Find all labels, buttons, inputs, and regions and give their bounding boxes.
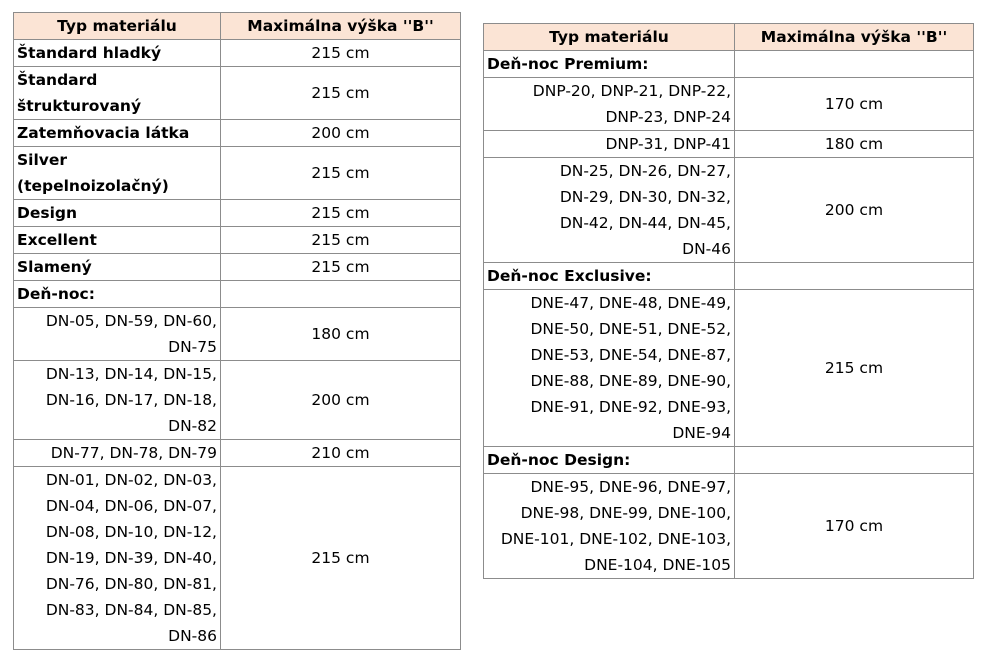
material-group-label: Deň-noc Exclusive: <box>484 263 735 290</box>
max-height-value <box>735 263 974 290</box>
material-code-line: DNE-88, DNE-89, DNE-90, <box>530 372 731 390</box>
material-code-line: DN-83, DN-84, DN-85, <box>45 601 217 619</box>
max-height-value: 215 cm <box>221 200 461 227</box>
material-code-line: DNP-23, DNP-24 <box>605 108 731 126</box>
header-row <box>484 24 974 51</box>
table-row <box>14 120 461 147</box>
material-code-line: DNP-20, DNP-21, DNP-22, <box>532 82 731 100</box>
max-height-value: 200 cm <box>735 158 974 263</box>
material-code-line: DN-86 <box>168 627 217 645</box>
material-code-line: DNE-47, DNE-48, DNE-49, <box>530 294 731 312</box>
material-codes-cell <box>484 474 735 579</box>
table-row <box>14 254 461 281</box>
material-codes-cell <box>14 440 221 467</box>
max-height-value: 170 cm <box>735 78 974 131</box>
material-code-line: DNE-101, DNE-102, DNE-103, <box>500 530 731 548</box>
table-row <box>14 361 461 440</box>
max-height-value: 215 cm <box>735 290 974 447</box>
table-row <box>14 308 461 361</box>
material-code-line: DN-25, DN-26, DN-27, <box>559 162 731 180</box>
header-material-type: Typ materiálu <box>14 13 221 40</box>
right-table-body <box>484 51 974 579</box>
header-row <box>14 13 461 40</box>
max-height-value: 215 cm <box>221 40 461 67</box>
material-type-label: Zatemňovacia látka <box>14 120 221 147</box>
material-code-line: DN-42, DN-44, DN-45, <box>559 214 731 232</box>
max-height-value: 215 cm <box>221 254 461 281</box>
material-group-label: Deň-noc: <box>14 281 221 308</box>
material-code-line: DNP-31, DNP-41 <box>605 135 731 153</box>
max-height-value <box>221 281 461 308</box>
header-max-height: Maximálna výška ''B'' <box>735 24 974 51</box>
material-code-line: DN-01, DN-02, DN-03, <box>45 471 217 489</box>
max-height-value: 215 cm <box>221 147 461 200</box>
material-code-line: DNE-104, DNE-105 <box>584 556 731 574</box>
material-type-label: Štandard hladký <box>14 40 221 67</box>
material-codes-cell <box>484 290 735 447</box>
table-row <box>484 131 974 158</box>
table-row <box>484 474 974 579</box>
table-row <box>14 200 461 227</box>
material-type-label: Excellent <box>14 227 221 254</box>
right-height-table <box>483 23 974 579</box>
max-height-value: 210 cm <box>221 440 461 467</box>
material-code-line: DN-82 <box>168 417 217 435</box>
material-code-line: DN-05, DN-59, DN-60, <box>45 312 217 330</box>
table-row <box>14 40 461 67</box>
max-height-value: 200 cm <box>221 120 461 147</box>
material-code-line: DNE-50, DNE-51, DNE-52, <box>530 320 731 338</box>
table-row <box>484 78 974 131</box>
material-code-line: DN-04, DN-06, DN-07, <box>45 497 217 515</box>
table-row <box>14 440 461 467</box>
max-height-value <box>735 51 974 78</box>
max-height-value: 215 cm <box>221 467 461 650</box>
material-group-label: Deň-noc Design: <box>484 447 735 474</box>
table-row <box>14 281 461 308</box>
material-code-line: DNE-95, DNE-96, DNE-97, <box>530 478 731 496</box>
material-code-line: DN-29, DN-30, DN-32, <box>559 188 731 206</box>
material-code-line: DN-16, DN-17, DN-18, <box>45 391 217 409</box>
material-codes-cell <box>14 308 221 361</box>
material-codes-cell <box>14 361 221 440</box>
header-max-height: Maximálna výška ''B'' <box>221 13 461 40</box>
max-height-value: 215 cm <box>221 227 461 254</box>
material-type-label: Štandard štrukturovaný <box>14 67 221 120</box>
table-row <box>484 263 974 290</box>
material-code-line: DNE-94 <box>672 424 731 442</box>
material-code-line: DN-19, DN-39, DN-40, <box>45 549 217 567</box>
max-height-value: 215 cm <box>221 67 461 120</box>
max-height-value: 180 cm <box>221 308 461 361</box>
material-code-line: DN-77, DN-78, DN-79 <box>50 444 217 462</box>
table-row <box>484 158 974 263</box>
material-codes-cell <box>14 467 221 650</box>
material-group-label: Deň-noc Premium: <box>484 51 735 78</box>
material-code-line: DN-13, DN-14, DN-15, <box>45 365 217 383</box>
left-height-table <box>13 12 461 650</box>
material-code-line: DN-46 <box>682 240 731 258</box>
material-code-line: DN-75 <box>168 338 217 356</box>
material-type-label: Slamený <box>14 254 221 281</box>
table-row <box>14 467 461 650</box>
header-material-type: Typ materiálu <box>484 24 735 51</box>
table-row <box>14 67 461 120</box>
left-table-body <box>14 40 461 650</box>
table-row <box>484 290 974 447</box>
max-height-value: 180 cm <box>735 131 974 158</box>
material-type-label: Silver (tepelnoizolačný) <box>14 147 221 200</box>
material-code-line: DN-76, DN-80, DN-81, <box>45 575 217 593</box>
table-row <box>14 147 461 200</box>
material-codes-cell <box>484 158 735 263</box>
material-code-line: DNE-98, DNE-99, DNE-100, <box>520 504 731 522</box>
material-codes-cell <box>484 78 735 131</box>
max-height-value: 200 cm <box>221 361 461 440</box>
material-code-line: DNE-91, DNE-92, DNE-93, <box>530 398 731 416</box>
material-code-line: DNE-53, DNE-54, DNE-87, <box>530 346 731 364</box>
table-row <box>14 227 461 254</box>
material-type-label: Design <box>14 200 221 227</box>
max-height-value <box>735 447 974 474</box>
max-height-value: 170 cm <box>735 474 974 579</box>
material-codes-cell <box>484 131 735 158</box>
table-row <box>484 51 974 78</box>
material-code-line: DN-08, DN-10, DN-12, <box>45 523 217 541</box>
table-row <box>484 447 974 474</box>
